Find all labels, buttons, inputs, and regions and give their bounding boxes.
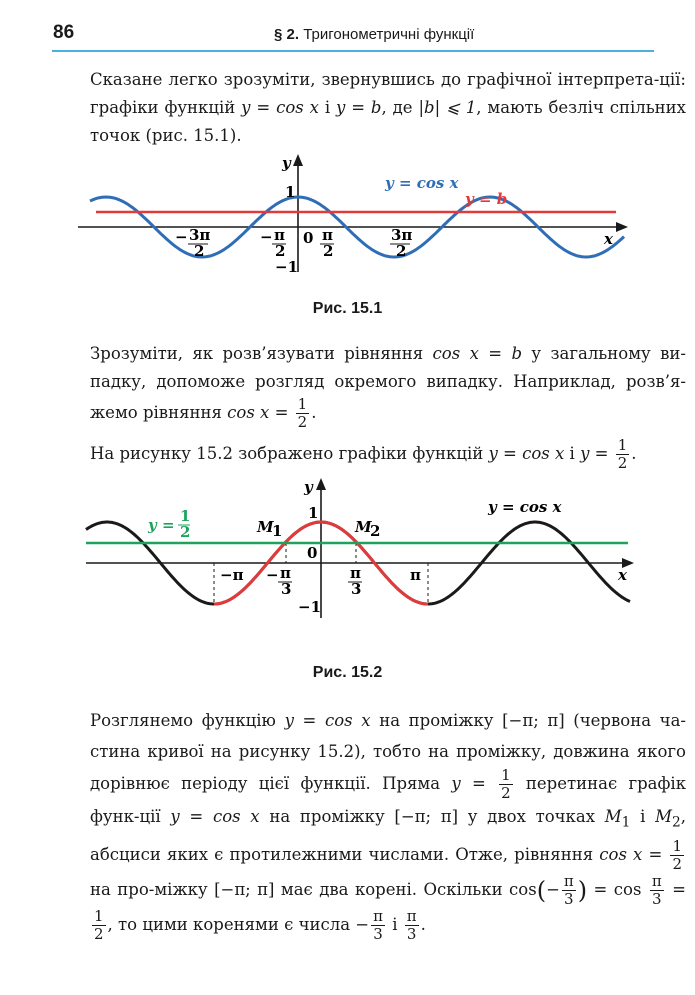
svg-text:π: π <box>280 564 291 582</box>
label-origin: 0 <box>303 229 314 247</box>
svg-text:2: 2 <box>396 242 407 260</box>
y-axis-arrow <box>293 154 303 166</box>
label-y-half <box>147 507 190 541</box>
section-header: § 2. Тригонометричні функції <box>274 26 475 43</box>
y-axis-label: y <box>282 154 291 172</box>
svg-text:2: 2 <box>180 523 191 541</box>
label-minus-one: −1 <box>298 598 322 616</box>
svg-text:−: − <box>175 228 188 246</box>
paragraph-4: Розглянемо функцію y = cos x на проміжку [−π; π] (червона ча-стина кривої на рисунку 15.2), тобто на проміжку, довжина якого дорівнює періоду цієї функції. Пряма y = $\frac{1}{2}$ перетинає графік функ-ції y = cos x на проміжку [−π; π] у двох точках $M_1$ і $M_2$, абсциси яких є протилежними числами. Отже, рівняння cos x = $\frac{1}{2}$ на про-міжку [−π; π] має два корені. Оскільки cos(− $\frac{\pi}{3}$ ) = cos $\frac{\pi}{3}$ = $\frac{1}{2}$ , то цими коренями є числа − $\frac{\pi}{3}$ і $\frac{\pi}{3}$ . <box>90 711 687 943</box>
svg-text:π: π <box>274 226 285 244</box>
label-m2 <box>354 518 380 540</box>
fraction-one-half: $\frac{1}{2}$ <box>617 436 628 472</box>
label-m1 <box>256 518 282 540</box>
svg-text:−: − <box>260 228 273 246</box>
fraction-one-half: $\frac{1}{2}$ <box>297 395 308 431</box>
svg-text:1: 1 <box>180 507 191 525</box>
svg-text:M: M <box>257 518 274 536</box>
x-axis-label: x <box>618 566 627 584</box>
label-minus-pi-3 <box>266 564 292 598</box>
y-axis-arrow <box>316 478 326 490</box>
svg-text:3π: 3π <box>391 226 413 244</box>
header-rule <box>52 50 654 52</box>
paragraph-1: Сказане легко зрозуміти, звернувшись до графічної інтерпрета-ції: графіки функцій y = cos x і y = b, де |b| ⩽ 1, мають безліч спільних точок (рис. 15.1). <box>90 70 686 145</box>
label-one: 1 <box>285 183 296 201</box>
x-axis-arrow <box>616 222 628 232</box>
label-one: 1 <box>308 504 319 522</box>
figure-15-2 <box>0 470 695 630</box>
label-cos: y = cos x <box>488 498 562 516</box>
label-pi-3 <box>348 564 362 598</box>
page-number: 86 <box>53 22 75 43</box>
svg-text:3π: 3π <box>189 226 211 244</box>
label-origin: 0 <box>307 544 318 562</box>
label-minus-pi: −π <box>220 566 244 584</box>
paragraph-2: Зрозуміти, як розв’язувати рівняння cos x = b у загальному ви-падку, допоможе розгляд окремого випадку. Наприклад, розв’я-жемо рівняння cos x = $\frac{1}{2}$ . <box>90 344 686 431</box>
label-cos: y = cos x <box>385 174 459 192</box>
tick-minus-pi-2 <box>260 226 286 260</box>
label-pi: π <box>410 566 421 584</box>
tick-pi-2 <box>320 226 334 260</box>
svg-text:2: 2 <box>194 242 205 260</box>
svg-text:1: 1 <box>272 522 283 540</box>
svg-text:2: 2 <box>323 242 334 260</box>
caption-15-2: Рис. 15.2 <box>312 664 383 681</box>
svg-text:3: 3 <box>281 580 292 598</box>
svg-text:y =: y = <box>148 516 175 534</box>
x-axis-label: x <box>604 230 613 248</box>
paragraph-3: На рисунку 15.2 зображено графіки функцій y = cos x і y = $\frac{1}{2}$ . <box>90 436 637 472</box>
label-minus-one: −1 <box>275 258 299 276</box>
svg-text:2: 2 <box>370 522 381 540</box>
svg-text:2: 2 <box>275 242 286 260</box>
y-axis-label: y <box>304 478 313 496</box>
svg-text:−: − <box>266 566 279 584</box>
label-b: y = b <box>465 190 508 208</box>
svg-text:π: π <box>350 564 361 582</box>
figure-15-1 <box>0 150 695 280</box>
caption-15-1: Рис. 15.1 <box>312 300 383 317</box>
svg-text:π: π <box>322 226 333 244</box>
svg-text:3: 3 <box>351 580 362 598</box>
svg-text:M: M <box>355 518 372 536</box>
